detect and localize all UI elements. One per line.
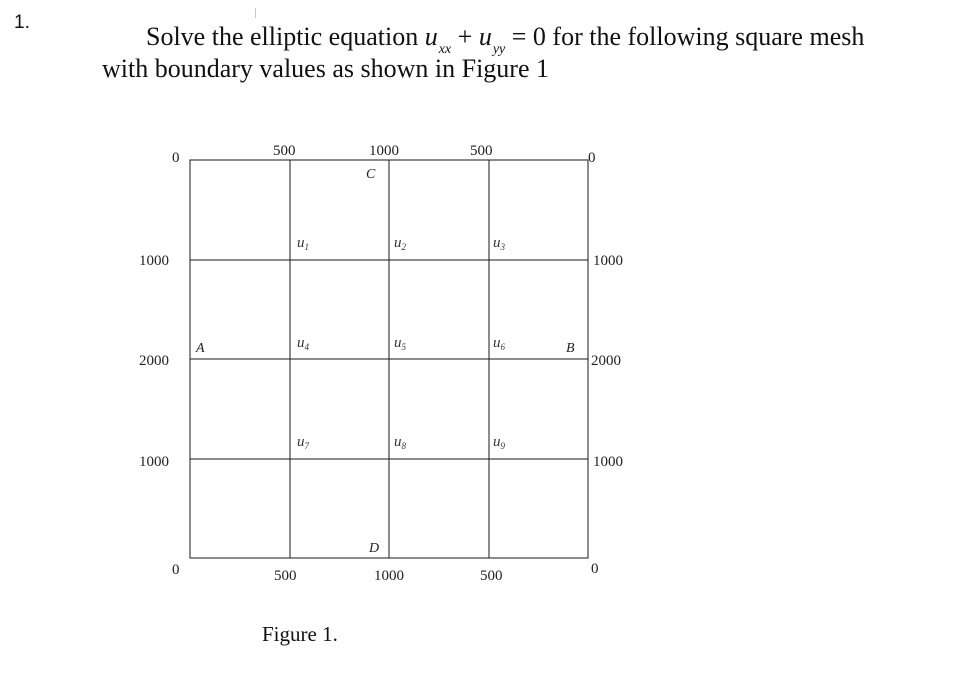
left-boundary-value-1: 1000 [139,253,169,269]
plus-sign: + [451,22,479,51]
node-u4-label: $u_4$ [297,335,309,352]
bottom-boundary-value-1: 0 [172,562,180,578]
mesh-grid [190,160,588,558]
left-boundary-value-2: 2000 [139,353,169,369]
bottom-boundary-value-4: 500 [480,568,503,584]
top-boundary-value-4: 500 [470,143,493,159]
point-c-label: C [366,167,376,182]
node-u6-label: $u_6$ [493,335,505,352]
node-u5-label: $u_5$ [394,335,406,352]
bottom-boundary-value-5: 0 [591,561,599,577]
bottom-boundary-value-3: 1000 [374,568,404,584]
top-boundary-value-1: 0 [172,150,180,166]
right-boundary-value-1: 1000 [593,253,623,269]
left-boundary-value-3: 1000 [139,454,169,470]
node-u7-label: $u_7$ [297,434,309,451]
node-u3-label: $u_3$ [493,235,505,252]
subscript-yy: yy [492,42,506,57]
top-boundary-value-2: 500 [273,143,296,159]
node-u2-label: $u_2$ [394,235,406,252]
subscript-xx: xx [438,42,452,57]
node-u1-label: $u_1$ [297,235,309,252]
figure-caption: Figure 1. [262,622,338,646]
node-u8-label: $u_8$ [394,434,406,451]
right-boundary-value-2: 2000 [591,353,621,369]
node-u9-label: $u_9$ [493,434,505,451]
problem-number: 1. [14,12,30,33]
top-boundary-value-3: 1000 [369,143,399,159]
top-boundary-value-5: 0 [588,150,596,166]
problem-statement-line-2: with boundary values as shown in Figure 1 [102,54,550,83]
point-d-label: D [369,541,380,556]
right-boundary-value-3: 1000 [593,454,623,470]
statement-prefix: Solve the elliptic equation [146,22,425,51]
u-symbol-xx: u [424,22,438,51]
u-symbol-yy: u [478,22,492,51]
bottom-boundary-value-2: 500 [274,568,297,584]
point-a-label: A [196,341,205,356]
point-b-label: B [566,341,575,356]
statement-suffix: = 0 for the following square mesh [505,22,865,51]
